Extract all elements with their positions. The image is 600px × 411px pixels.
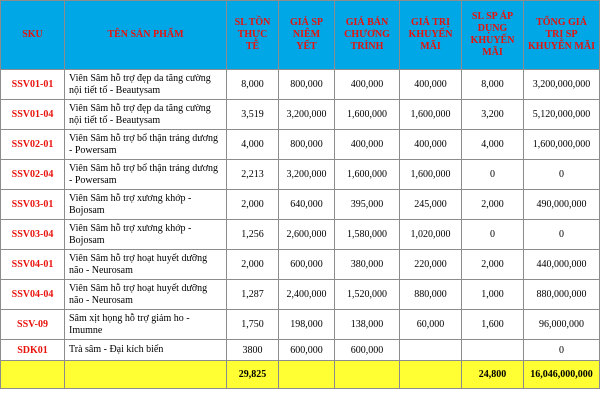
total-promo-qty[interactable]: 24,800	[462, 361, 524, 389]
cell-product-name[interactable]: Viên Sâm hỗ trợ hoạt huyết dưỡng não - Neurosam	[65, 250, 227, 280]
table-row	[1, 100, 600, 130]
cell-list-price[interactable]: 600,000	[279, 250, 335, 280]
cell-sku[interactable]: SSV03-04	[1, 220, 65, 250]
cell-promo-qty[interactable]: 1,600	[462, 310, 524, 340]
cell-stock[interactable]: 3,519	[227, 100, 279, 130]
cell-product-name[interactable]: Viên Sâm hỗ trợ bổ thận tráng dương - Powersam	[65, 130, 227, 160]
cell-list-price[interactable]: 3,200,000	[279, 100, 335, 130]
table-row	[1, 160, 600, 190]
total-sku[interactable]	[1, 361, 65, 389]
cell-program-price[interactable]: 1,600,000	[335, 160, 400, 190]
cell-stock[interactable]: 4,000	[227, 130, 279, 160]
header-stock[interactable]: SL TỒN THỰC TẾ	[227, 1, 279, 70]
cell-product-name[interactable]: Trà sâm - Đại kích biển	[65, 340, 227, 361]
cell-total-value[interactable]: 490,000,000	[524, 190, 600, 220]
cell-list-price[interactable]: 198,000	[279, 310, 335, 340]
cell-promo-qty[interactable]: 2,000	[462, 190, 524, 220]
cell-promo-qty[interactable]: 0	[462, 160, 524, 190]
table-row	[1, 250, 600, 280]
header-list-price[interactable]: GIÁ SP NIÊM YẾT	[279, 1, 335, 70]
total-stock[interactable]: 29,825	[227, 361, 279, 389]
header-promo-qty[interactable]: SL SP ÁP DỤNG KHUYẾN MÃI	[462, 1, 524, 70]
cell-promo-value[interactable]: 1,600,000	[400, 100, 462, 130]
header-row	[1, 1, 600, 70]
cell-stock[interactable]: 1,287	[227, 280, 279, 310]
cell-sku[interactable]: SSV02-04	[1, 160, 65, 190]
cell-product-name[interactable]: Viên Sâm hỗ trợ xương khớp - Bojosam	[65, 220, 227, 250]
cell-total-value[interactable]: 1,600,000,000	[524, 130, 600, 160]
total-value-sum[interactable]: 16,046,000,000	[524, 361, 600, 389]
cell-total-value[interactable]: 880,000,000	[524, 280, 600, 310]
cell-promo-value[interactable]: 1,020,000	[400, 220, 462, 250]
cell-list-price[interactable]: 600,000	[279, 340, 335, 361]
header-total-value[interactable]: TỔNG GIÁ TRỊ SP KHUYẾN MÃI	[524, 1, 600, 70]
cell-program-price[interactable]: 380,000	[335, 250, 400, 280]
cell-program-price[interactable]: 1,600,000	[335, 100, 400, 130]
cell-list-price[interactable]: 2,600,000	[279, 220, 335, 250]
cell-program-price[interactable]: 395,000	[335, 190, 400, 220]
cell-total-value[interactable]: 3,200,000,000	[524, 70, 600, 100]
table-row	[1, 190, 600, 220]
cell-total-value[interactable]: 0	[524, 160, 600, 190]
cell-stock[interactable]: 2,213	[227, 160, 279, 190]
table-body	[1, 70, 600, 389]
header-sku[interactable]: SKU	[1, 1, 65, 70]
cell-program-price[interactable]: 138,000	[335, 310, 400, 340]
table-row	[1, 220, 600, 250]
cell-sku[interactable]: SSV03-01	[1, 190, 65, 220]
cell-promo-qty[interactable]: 8,000	[462, 70, 524, 100]
cell-stock[interactable]: 2,000	[227, 250, 279, 280]
cell-list-price[interactable]: 800,000	[279, 130, 335, 160]
table-row	[1, 280, 600, 310]
cell-stock[interactable]: 1,750	[227, 310, 279, 340]
cell-sku[interactable]: SDK01	[1, 340, 65, 361]
cell-product-name[interactable]: Viên Sâm hỗ trợ bổ thận tráng dương - Powersam	[65, 160, 227, 190]
cell-sku[interactable]: SSV-09	[1, 310, 65, 340]
cell-sku[interactable]: SSV04-04	[1, 280, 65, 310]
cell-promo-value[interactable]: 245,000	[400, 190, 462, 220]
cell-promo-value[interactable]: 60,000	[400, 310, 462, 340]
table-row	[1, 130, 600, 160]
table-row	[1, 310, 600, 340]
cell-list-price[interactable]: 2,400,000	[279, 280, 335, 310]
cell-total-value[interactable]: 5,120,000,000	[524, 100, 600, 130]
table-header	[1, 1, 600, 70]
cell-stock[interactable]: 3800	[227, 340, 279, 361]
cell-promo-value[interactable]: 880,000	[400, 280, 462, 310]
cell-promo-qty[interactable]: 4,000	[462, 130, 524, 160]
cell-product-name[interactable]: Viên Sâm hỗ trợ đẹp da tăng cường nội tiết tố - Beautysam	[65, 70, 227, 100]
cell-sku[interactable]: SSV01-01	[1, 70, 65, 100]
cell-program-price[interactable]: 1,580,000	[335, 220, 400, 250]
cell-list-price[interactable]: 800,000	[279, 70, 335, 100]
cell-sku[interactable]: SSV01-04	[1, 100, 65, 130]
cell-product-name[interactable]: Viên Sâm hỗ trợ xương khớp - Bojosam	[65, 190, 227, 220]
cell-list-price[interactable]: 640,000	[279, 190, 335, 220]
cell-product-name[interactable]: Viên Sâm hỗ trợ đẹp da tăng cường nội tiết tố - Beautysam	[65, 100, 227, 130]
cell-promo-value[interactable]: 400,000	[400, 130, 462, 160]
cell-promo-value[interactable]: 1,600,000	[400, 160, 462, 190]
total-promo-value[interactable]	[400, 361, 462, 389]
cell-program-price[interactable]: 400,000	[335, 130, 400, 160]
cell-program-price[interactable]: 400,000	[335, 70, 400, 100]
cell-stock[interactable]: 1,256	[227, 220, 279, 250]
cell-promo-qty[interactable]: 0	[462, 220, 524, 250]
cell-promo-qty[interactable]	[462, 340, 524, 361]
cell-promo-qty[interactable]: 3,200	[462, 100, 524, 130]
cell-sku[interactable]: SSV04-01	[1, 250, 65, 280]
header-program-price[interactable]: GIÁ BÁN CHƯƠNG TRÌNH	[335, 1, 400, 70]
cell-promo-qty[interactable]: 1,000	[462, 280, 524, 310]
total-name[interactable]	[65, 361, 227, 389]
total-list-price[interactable]	[279, 361, 335, 389]
table-row	[1, 340, 600, 361]
header-name[interactable]: TÊN SẢN PHẨM	[65, 1, 227, 70]
cell-program-price[interactable]: 600,000	[335, 340, 400, 361]
cell-total-value[interactable]: 96,000,000	[524, 310, 600, 340]
cell-product-name[interactable]: Viên Sâm hỗ trợ hoạt huyết dưỡng não - Neurosam	[65, 280, 227, 310]
total-row	[1, 361, 600, 389]
cell-sku[interactable]: SSV02-01	[1, 130, 65, 160]
cell-stock[interactable]: 2,000	[227, 190, 279, 220]
cell-product-name[interactable]: Sâm xịt họng hỗ trợ giảm ho - Imumne	[65, 310, 227, 340]
cell-program-price[interactable]: 1,520,000	[335, 280, 400, 310]
cell-total-value[interactable]: 440,000,000	[524, 250, 600, 280]
header-promo-value[interactable]: GIÁ TRỊ KHUYẾN MÃI	[400, 1, 462, 70]
cell-stock[interactable]: 8,000	[227, 70, 279, 100]
total-program-price[interactable]	[335, 361, 400, 389]
cell-promo-value[interactable]	[400, 340, 462, 361]
table-row	[1, 70, 600, 100]
cell-promo-value[interactable]: 400,000	[400, 70, 462, 100]
cell-total-value[interactable]: 0	[524, 220, 600, 250]
cell-list-price[interactable]: 3,200,000	[279, 160, 335, 190]
cell-promo-value[interactable]: 220,000	[400, 250, 462, 280]
cell-promo-qty[interactable]: 2,000	[462, 250, 524, 280]
cell-total-value[interactable]: 0	[524, 340, 600, 361]
